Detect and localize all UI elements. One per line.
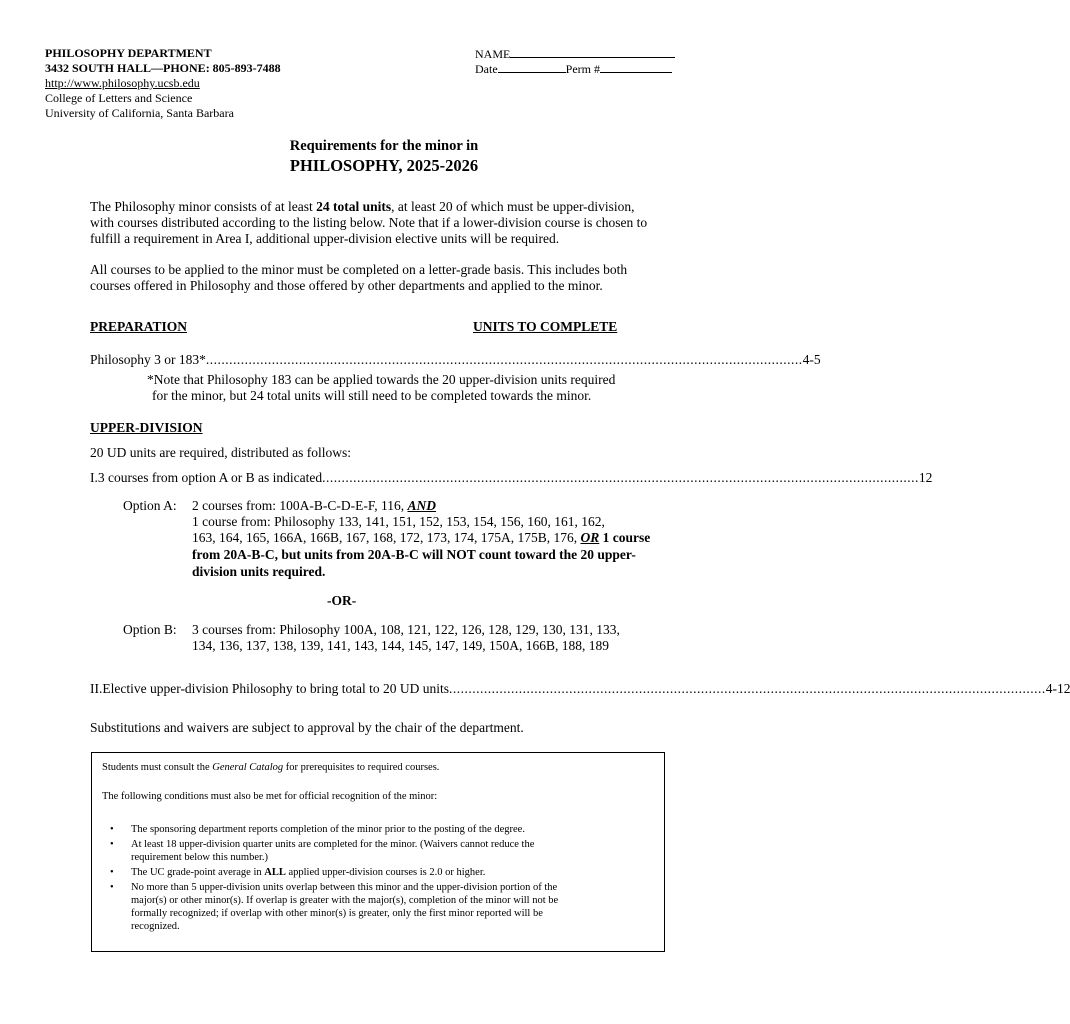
catalog-note-text: Students must consult the [102, 762, 213, 773]
condition-text: The sponsoring department reports completion of the minor prior to the posting of the degree. [131, 824, 525, 835]
condition-text: formally recognized; if overlap with other minor(s) is greater, only the first minor reported will be [131, 908, 543, 919]
dot-leader: .......................................................................................................................................................... [205, 352, 803, 367]
catalog-note [102, 761, 439, 774]
option-b-label: Option B: [123, 622, 177, 637]
option-b-line1: 3 courses from: Philosophy 100A, 108, 121, 122, 126, 128, 129, 130, 131, 133, [192, 622, 620, 637]
condition-text: At least 18 upper-division quarter units are completed for the minor. (Waivers cannot reduce the [131, 839, 535, 850]
intro-text: The Philosophy minor consists of at least [90, 199, 317, 214]
department-website-link[interactable]: http://www.philosophy.ucsb.edu [45, 76, 200, 90]
conditions-list [102, 823, 558, 935]
dot-leader: .......................................................................................................................................................... [322, 470, 919, 485]
condition-text: major(s) or other minor(s). If overlap is greater with the major(s), completion of the minor will not be [131, 895, 559, 906]
title-line2: PHILOSOPHY, 2025-2026 [289, 156, 479, 175]
preparation-units: 4-5 [802, 352, 821, 367]
requirement-I-row [90, 468, 933, 486]
upper-division-intro: 20 UD units are required, distributed as follows: [90, 445, 351, 460]
option-a-and: AND [407, 498, 437, 513]
condition-text: No more than 5 upper-division units overlap between this minor and the upper-division portion of the [131, 882, 558, 893]
option-a-line3 [192, 530, 650, 546]
intro-paragraph-2-line2: courses offered in Philosophy and those offered by other departments and applied to the minor. [90, 278, 603, 293]
condition-text-part: applied upper-division courses is 2.0 or higher. [285, 867, 486, 878]
requirement-II-row [90, 679, 1070, 697]
conditions-intro: The following conditions must also be met for official recognition of the minor: [102, 791, 438, 802]
preparation-course: Philosophy 3 or 183* [90, 352, 206, 367]
upper-division-heading: UPPER-DIVISION [90, 420, 203, 435]
intro-paragraph-1-line3: fulfill a requirement in Area I, additional upper-division elective units will be required. [90, 231, 560, 246]
or-separator: -OR- [327, 593, 357, 608]
university-name: University of California, Santa Barbara [45, 106, 234, 120]
requirement-I-number: I. [90, 470, 98, 485]
conditions-box [91, 752, 665, 952]
general-catalog-title: General Catalog [212, 762, 284, 773]
substitutions-note: Substitutions and waivers are subject to approval by the chair of the department. [90, 720, 524, 735]
dot-leader: .......................................................................................................................................................... [448, 681, 1046, 696]
preparation-note-line1: *Note that Philosophy 183 can be applied towards the 20 upper-division units required [147, 372, 616, 387]
condition-text [131, 866, 558, 879]
name-input-line[interactable] [510, 46, 675, 58]
option-a-label: Option A: [123, 498, 177, 513]
requirement-II-number: II. [90, 681, 103, 696]
intro-paragraph-2-line1: All courses to be applied to the minor must be completed on a letter-grade basis. This includes both [90, 262, 628, 277]
bullet-icon: • [110, 867, 114, 878]
option-a-line4: from 20A-B-C, but units from 20A-B-C will NOT count toward the 20 upper- [192, 547, 636, 562]
intro-text: , at least 20 of which must be upper-division, [391, 199, 635, 214]
date-input-line[interactable] [498, 61, 566, 73]
perm-input-line[interactable] [600, 61, 672, 73]
catalog-note-text: for prerequisites to required courses. [283, 762, 440, 773]
units-to-complete-heading: UNITS TO COMPLETE [473, 319, 618, 334]
bullet-icon: • [110, 882, 114, 893]
condition-text: requirement below this number.) [131, 852, 269, 863]
condition-text-part: The UC grade-point average in [131, 867, 265, 878]
requirement-II-units: 4-12 [1045, 681, 1070, 696]
intro-paragraph-1-line2: with courses distributed according to the listing below. Note that if a lower-division course is chosen to [90, 215, 648, 230]
option-b-line2: 134, 136, 137, 138, 139, 141, 143, 144, 145, 147, 149, 150A, 166B, 188, 189 [192, 638, 610, 653]
perm-label: Perm # [565, 62, 600, 76]
title-line1: Requirements for the minor in [289, 138, 479, 154]
department-address: 3432 SOUTH HALL—PHONE: 805-893-7488 [45, 61, 281, 75]
bullet-icon: • [110, 824, 114, 835]
requirement-I-text: 3 courses from option A or B as indicated [97, 470, 323, 485]
list-item [102, 838, 558, 864]
option-a-text: 2 courses from: 100A-B-C-D-E-F, 116, [192, 498, 408, 513]
college-name: College of Letters and Science [45, 91, 193, 105]
option-a-text: 163, 164, 165, 166A, 166B, 167, 168, 172, 173, 174, 175A, 175B, 176, [192, 530, 581, 545]
option-a-line1 [192, 498, 436, 514]
bullet-icon: • [110, 839, 114, 850]
condition-text: recognized. [131, 921, 180, 932]
date-label: Date [475, 62, 498, 76]
intro-total-units: 24 total units [316, 199, 392, 214]
name-label: NAME [475, 47, 511, 61]
preparation-heading: PREPARATION [90, 319, 187, 334]
option-a-line2: 1 course from: Philosophy 133, 141, 151, 152, 153, 154, 156, 160, 161, 162, [192, 514, 605, 529]
condition-emphasis: ALL [264, 867, 286, 878]
list-item [102, 866, 558, 879]
requirement-II-text: Elective upper-division Philosophy to bring total to 20 UD units [102, 681, 449, 696]
list-item [102, 881, 558, 933]
date-perm-fields [475, 61, 672, 77]
option-a-text: 1 course [599, 530, 651, 545]
preparation-note-line2: for the minor, but 24 total units will still need to be completed towards the minor. [152, 388, 592, 403]
list-item [102, 823, 558, 836]
option-a-line5: division units required. [192, 564, 326, 579]
option-a-or: OR [580, 530, 600, 545]
intro-paragraph-1-line1 [90, 199, 635, 215]
department-name: PHILOSOPHY DEPARTMENT [45, 46, 212, 60]
name-field[interactable] [475, 46, 675, 62]
requirement-I-units: 12 [918, 470, 933, 485]
preparation-course-row [90, 350, 821, 368]
